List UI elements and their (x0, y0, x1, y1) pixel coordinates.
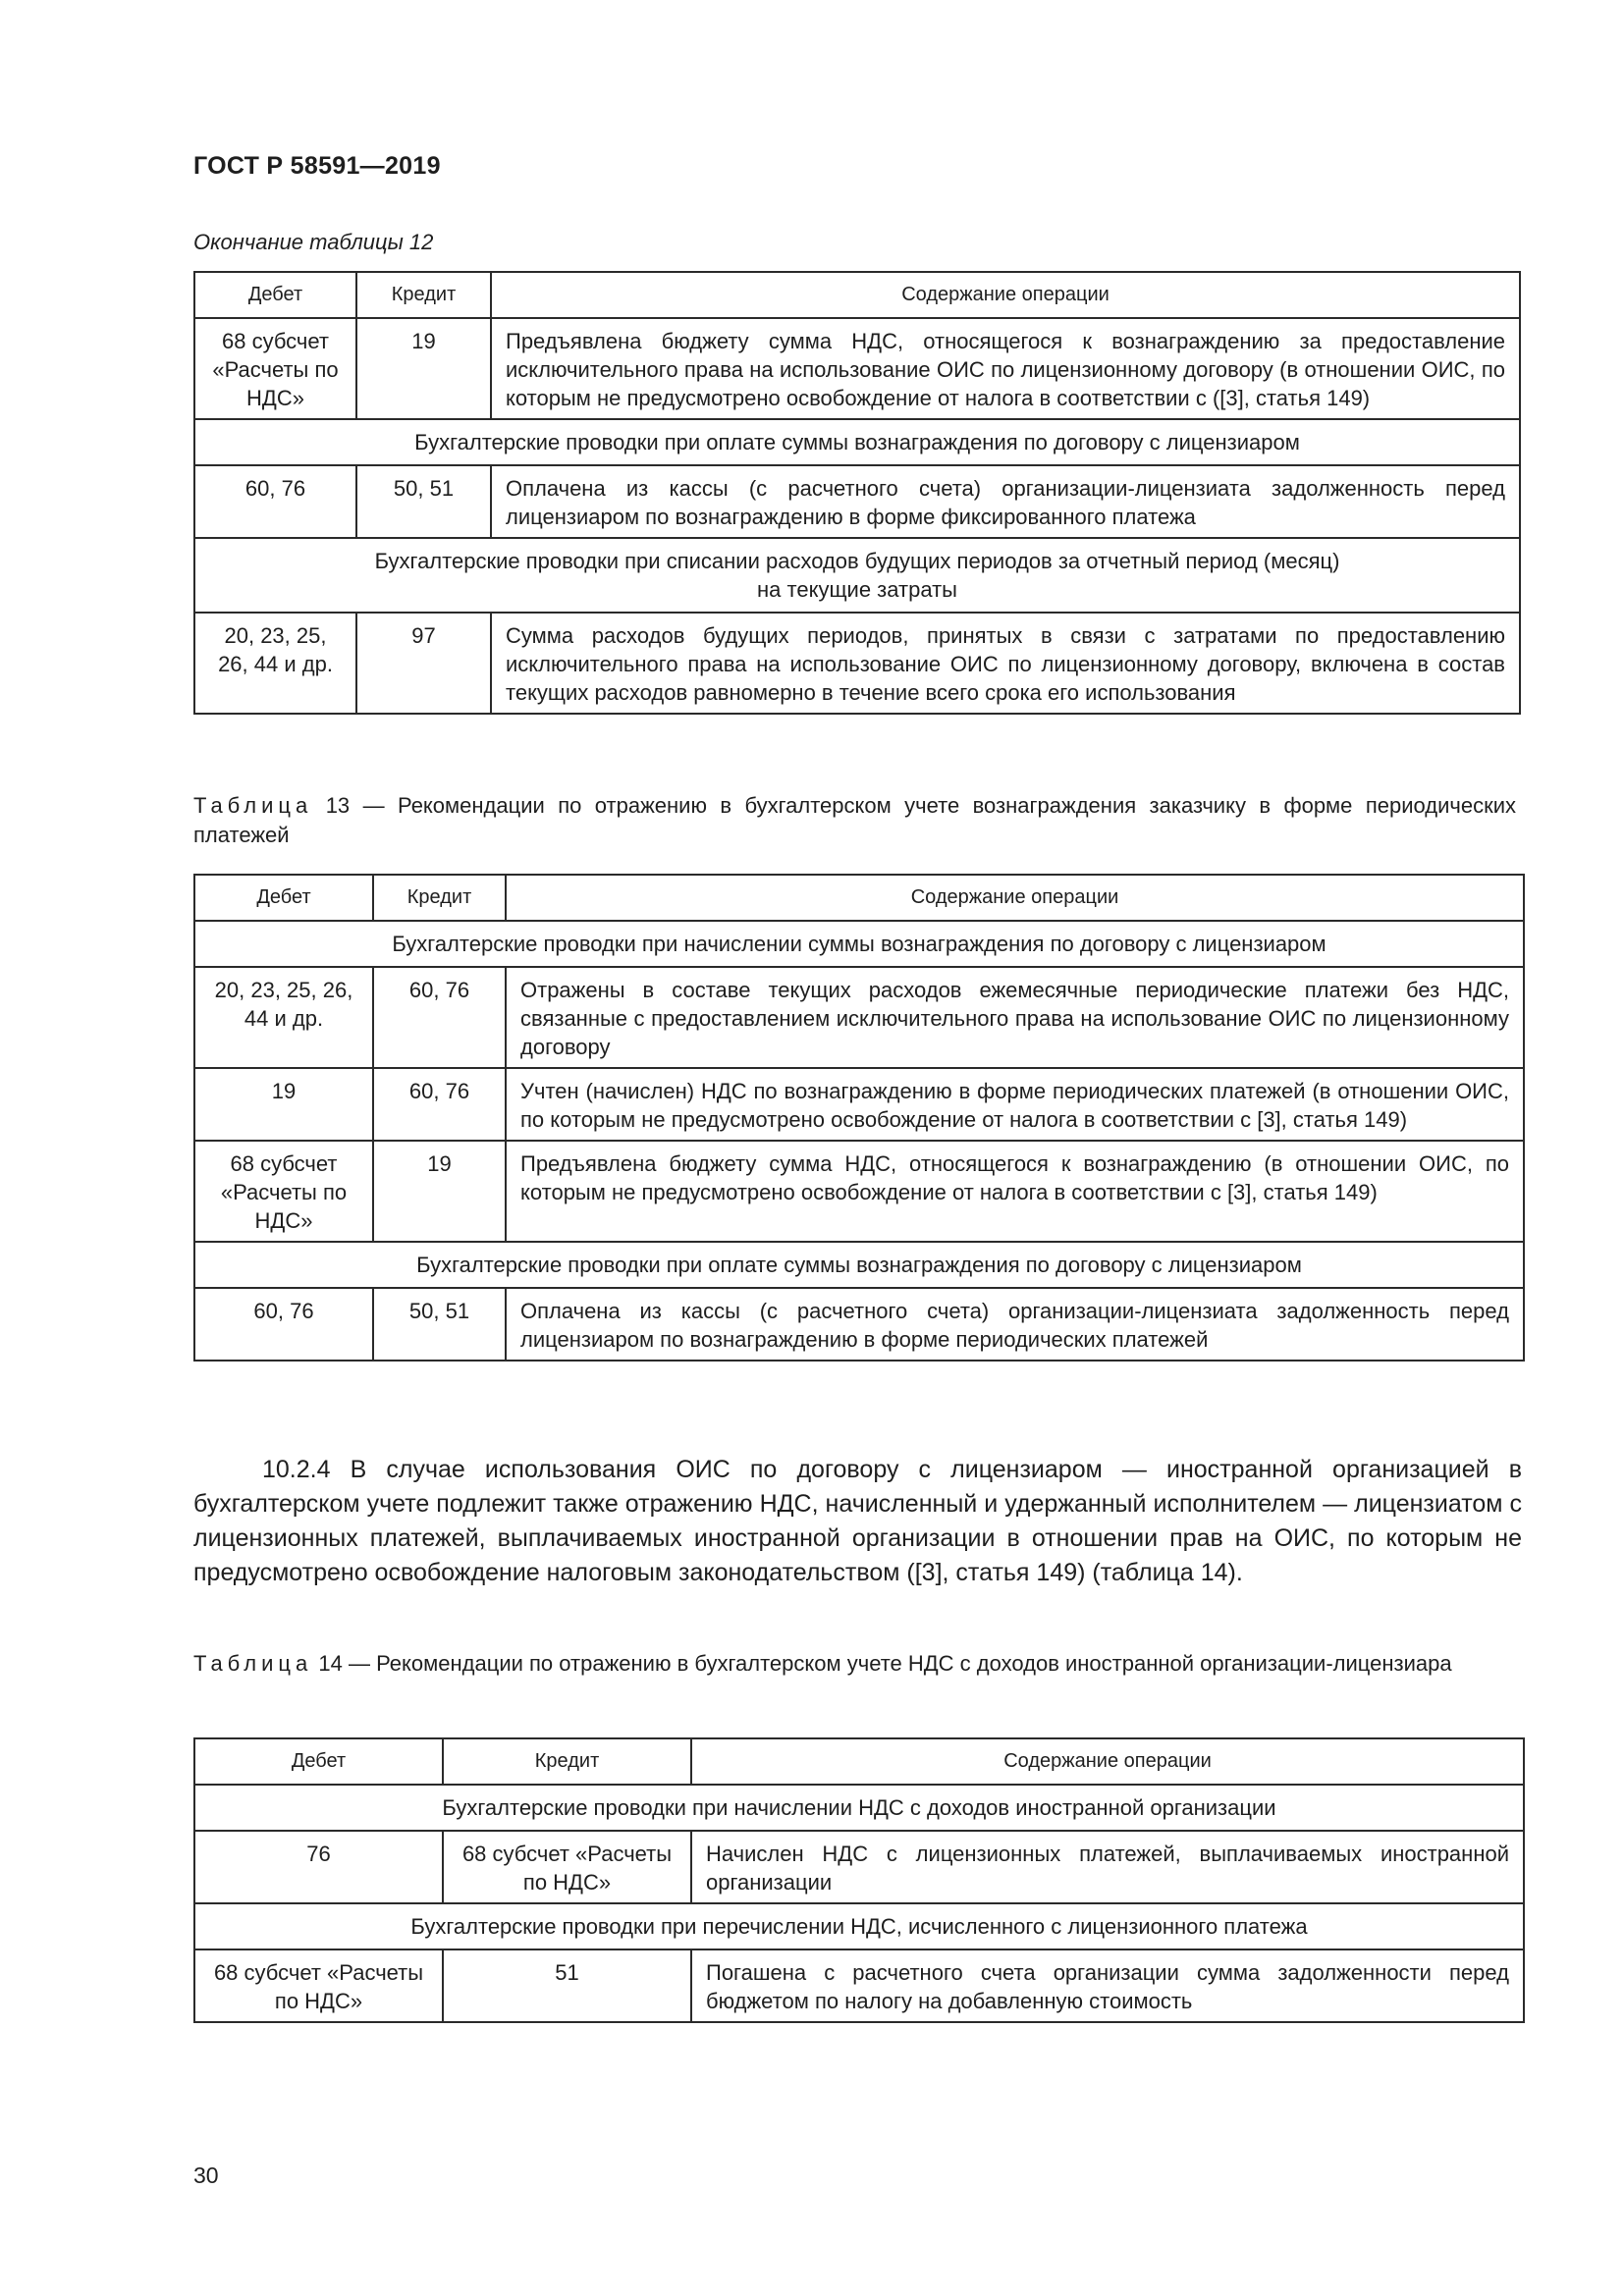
column-header-debit: Дебет (194, 272, 356, 318)
table-row (194, 1141, 1524, 1242)
column-header-content: Содержание операции (491, 272, 1520, 318)
section-row (194, 1903, 1524, 1949)
cell-credit: 50, 51 (356, 465, 491, 538)
section-heading-line: на текущие затраты (757, 577, 957, 602)
section-row (194, 1785, 1524, 1831)
column-header-credit: Кредит (373, 875, 506, 921)
cell-credit: 50, 51 (373, 1288, 506, 1361)
section-heading: Бухгалтерские проводки при перечислении НДС, исчисленного с лицензионного платежа (194, 1903, 1524, 1949)
cell-content: Предъявлена бюджету сумма НДС, относящегося к вознаграждению за предоставление исключительного права на использование ОИС по лицензионному договору (в отношении ОИС, по которым не предусмотрено освобождение от налога в соответствии с ([3], статья 149) (491, 318, 1520, 419)
section-row (194, 419, 1520, 465)
table13-caption (193, 791, 1516, 850)
cell-content: Начислен НДС с лицензионных платежей, выплачиваемых иностранной организации (691, 1831, 1524, 1903)
table-row (194, 1288, 1524, 1361)
cell-content: Оплачена из кассы (с расчетного счета) организации-лицензиата задолженность перед лицензиаром по вознаграждению в форме периодических платежей (506, 1288, 1524, 1361)
table-header-row (194, 1738, 1524, 1785)
column-header-content: Содержание операции (506, 875, 1524, 921)
section-row (194, 538, 1520, 613)
table-14 (193, 1737, 1525, 2023)
cell-debit: 68 субсчет «Расчеты по НДС» (194, 318, 356, 419)
cell-content: Сумма расходов будущих периодов, принятых в связи с затратами по предоставлению исключительного права на использование ОИС по лицензионному договору, включена в состав текущих расходов равномерно в течение всего срока его использования (491, 613, 1520, 714)
document-number-header: ГОСТ Р 58591—2019 (193, 152, 441, 180)
cell-debit: 60, 76 (194, 465, 356, 538)
cell-debit: 68 субсчет «Расчеты по НДС» (194, 1141, 373, 1242)
section-heading-line: Бухгалтерские проводки при списании расходов будущих периодов за отчетный период (месяц) (374, 549, 1340, 573)
table-row (194, 465, 1520, 538)
table-label: Таблица (193, 1651, 313, 1676)
column-header-debit: Дебет (194, 1738, 443, 1785)
cell-debit: 19 (194, 1068, 373, 1141)
column-header-credit: Кредит (356, 272, 491, 318)
cell-debit: 68 субсчет «Расчеты по НДС» (194, 1949, 443, 2022)
cell-credit: 68 субсчет «Расчеты по НДС» (443, 1831, 691, 1903)
cell-debit: 20, 23, 25, 26, 44 и др. (194, 613, 356, 714)
table-13 (193, 874, 1525, 1362)
column-header-content: Содержание операции (691, 1738, 1524, 1785)
table-header-row (194, 875, 1524, 921)
cell-content: Отражены в составе текущих расходов ежемесячные периодические платежи без НДС, связанные с предоставлением исключительного права на использование ОИС по лицензионному договору (506, 967, 1524, 1068)
table-row (194, 967, 1524, 1068)
section-heading (194, 538, 1520, 613)
table-row (194, 1831, 1524, 1903)
section-heading: Бухгалтерские проводки при начислении суммы вознаграждения по договору с лицензиаром (194, 921, 1524, 967)
column-header-debit: Дебет (194, 875, 373, 921)
table14-caption (193, 1649, 1516, 1679)
table-header-row (194, 272, 1520, 318)
cell-credit: 19 (373, 1141, 506, 1242)
section-heading: Бухгалтерские проводки при оплате суммы вознаграждения по договору с лицензиаром (194, 419, 1520, 465)
table-12 (193, 271, 1521, 715)
table12-continuation-caption: Окончание таблицы 12 (193, 230, 434, 254)
section-row (194, 1242, 1524, 1288)
cell-content: Предъявлена бюджету сумма НДС, относящегося к вознаграждению (в отношении ОИС, по которым не предусмотрено освобождение от налога в соответствии с [3], статья 149) (506, 1141, 1524, 1242)
cell-credit: 60, 76 (373, 1068, 506, 1141)
table-title: 14 — Рекомендации по отражению в бухгалтерском учете НДС с доходов иностранной организации-лицензиара (318, 1651, 1452, 1676)
section-heading: Бухгалтерские проводки при оплате суммы вознаграждения по договору с лицензиаром (194, 1242, 1524, 1288)
table-title: 13 — Рекомендации по отражению в бухгалтерском учете вознаграждения заказчику в форме периодических платежей (193, 793, 1516, 847)
cell-credit: 19 (356, 318, 491, 419)
cell-credit: 51 (443, 1949, 691, 2022)
table-row (194, 1949, 1524, 2022)
table-row (194, 613, 1520, 714)
cell-content: Оплачена из кассы (с расчетного счета) организации-лицензиата задолженность перед лицензиаром по вознаграждению в форме фиксированного платежа (491, 465, 1520, 538)
table-row (194, 1068, 1524, 1141)
page-number: 30 (193, 2163, 219, 2188)
cell-content: Учтен (начислен) НДС по вознаграждению в форме периодических платежей (в отношении ОИС, по которым не предусмотрено освобождение от налога в соответствии с [3], статья 149) (506, 1068, 1524, 1141)
cell-debit: 60, 76 (194, 1288, 373, 1361)
table-row (194, 318, 1520, 419)
cell-debit: 20, 23, 25, 26, 44 и др. (194, 967, 373, 1068)
cell-credit: 97 (356, 613, 491, 714)
cell-content: Погашена с расчетного счета организации сумма задолженности перед бюджетом по налогу на добавленную стоимость (691, 1949, 1524, 2022)
table-label: Таблица (193, 793, 313, 818)
column-header-credit: Кредит (443, 1738, 691, 1785)
cell-debit: 76 (194, 1831, 443, 1903)
cell-credit: 60, 76 (373, 967, 506, 1068)
paragraph-10-2-4: 10.2.4 В случае использования ОИС по договору с лицензиаром — иностранной организацией в бухгалтерском учете подлежит также отражению НДС, начисленный и удержанный исполнителем — лицензиатом с лицензионных платежей, выплачиваемых иностранной организации в отношении прав на ОИС, по которым не предусмотрено освобождение налоговым законодательством ([3], статья 149) (таблица 14). (193, 1456, 1522, 1586)
section-heading: Бухгалтерские проводки при начислении НДС с доходов иностранной организации (194, 1785, 1524, 1831)
section-row (194, 921, 1524, 967)
